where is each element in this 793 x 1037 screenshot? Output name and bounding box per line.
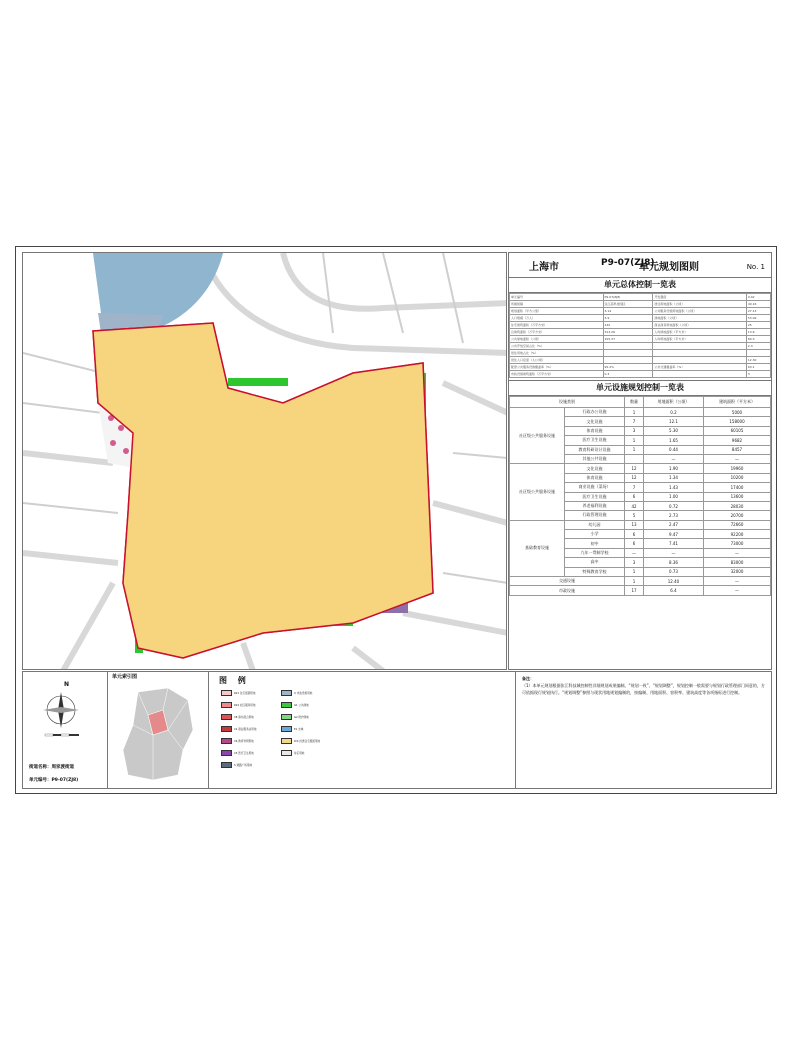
facility-cell: 行政办公设施 [565,408,625,417]
facility-cell: 60105 [704,426,771,435]
facility-cell: — [704,548,771,557]
facility-cell: 1.90 [643,464,703,473]
overview-cell: 配套公共服务设施覆盖率（%） [510,364,604,371]
sheet-number: No. 1 [746,263,765,271]
overview-cell: 市政设施建筑面积（万平方米） [510,371,604,378]
legend-label: C8 商办混合用地 [234,716,254,719]
overview-cell: 25 [746,322,770,329]
legend-label: G1 公共绿地 [294,704,309,707]
facility-cell: 9.47 [643,530,703,539]
facility-table-title: 单元设施规划控制一览表 [509,380,771,396]
legend-swatch [281,750,292,756]
facility-cell: 1.65 [643,436,703,445]
legend-item [281,690,312,696]
legend-swatch [281,702,292,708]
overview-cell: 95.2% [603,364,653,371]
notes-title: 备注： [522,676,534,681]
facility-cell: 8457 [704,445,771,454]
overview-row [510,294,771,301]
overview-cell: 公共绿地面积（公顷） [510,336,604,343]
facility-cell: 商业设施（菜场） [565,483,625,492]
facility-cell: 1.43 [643,483,703,492]
facility-cell: 幼儿园 [565,520,625,529]
facility-cell: 1.00 [643,492,703,501]
legend-label: 待定用地 [294,752,305,755]
overview-row [510,322,771,329]
facility-cell: 1 [625,567,644,576]
overview-cell: 绿地面积（公顷） [653,315,747,322]
index-map-title: 单元索引图 [112,674,138,680]
legend-swatch [221,762,232,768]
legend-item [221,726,256,732]
facility-cell: 83000 [704,558,771,567]
overview-cell [746,350,770,357]
col-area: 用地面积（公顷） [643,397,703,408]
facility-cell: 九年一贯制学校 [565,548,625,557]
overview-cell [603,357,653,364]
facility-cell: 5.30 [643,426,703,435]
north-label: N [64,681,70,688]
facility-cell: 0.44 [643,445,703,454]
legend-label: R22 社区服务用地 [234,704,256,707]
facility-row [510,577,771,586]
legend-label: C5 医疗卫生用地 [234,752,254,755]
legend-swatch [221,690,232,696]
facility-group-name: 社区级公共服务设施 [510,464,565,520]
legend-item [281,738,320,744]
legend-item [281,726,303,732]
overview-cell: 居住用地占比（%） [510,350,604,357]
facility-cell: 7 [625,417,644,426]
overview-cell: 总建筑面积（万平方米） [510,329,604,336]
facility-cell: 文化设施 [565,464,625,473]
overview-cell: 3.9 [603,315,653,322]
facility-cell: 交通设施 [510,577,625,586]
facility-cell: 养老福利设施 [565,501,625,510]
facility-cell: 小学 [565,530,625,539]
facility-cell: 6 [625,539,644,548]
facility-cell: 2.47 [643,520,703,529]
facility-cell: 1 [625,445,644,454]
overview-cell: 27.13 [746,308,770,315]
legend-swatch [221,714,232,720]
facility-cell: 6 [625,492,644,501]
legend-swatch [281,690,292,696]
facility-cell: 20700 [704,511,771,520]
facility-cell: 体育设施 [565,473,625,482]
facility-cell: 9682 [704,436,771,445]
facility-cell: 特殊教育学校 [565,567,625,576]
overview-cell: 105.37 [603,336,653,343]
overview-cell: 人均绿地面积（平方米） [653,329,747,336]
overview-cell: 人口规模（万人） [510,315,604,322]
overview-cell: 公共交通覆盖率（%） [653,364,747,371]
legend-item [281,702,309,708]
city-name: 上海市 [529,262,559,273]
legend-title: 图 例 [219,676,250,685]
facility-cell: 0.72 [643,501,703,510]
facility-cell: — [704,577,771,586]
facility-cell: 1 [625,436,644,445]
legend-label: U 市政设施用地 [294,692,313,695]
legend-swatch [281,738,292,744]
facility-cell: 28030 [704,501,771,510]
overview-cell: 2.3 [746,343,770,350]
facility-cell: — [625,548,644,557]
col-floor-area: 建筑面积（平方米） [704,397,771,408]
legend-swatch [221,702,232,708]
facility-table [509,396,771,596]
overview-cell: 居住用地面积（公顷） [653,301,747,308]
facility-cell: 0.2 [643,408,703,417]
sheet-name: 单元规划图则 [639,262,699,273]
overview-row [510,371,771,378]
facility-cell: 6 [625,530,644,539]
facility-cell: 1 [625,577,644,586]
overview-cell: . [653,343,747,350]
facility-cell: 体育设施 [565,426,625,435]
facility-cell: 17 [625,586,644,595]
legend-swatch [281,726,292,732]
compass-scale [23,672,98,790]
overview-cell [603,343,653,350]
control-panel [508,252,772,670]
facility-cell: 12 [625,473,644,482]
unit-number-label: 单元编号：P9-07(ZJ8) [29,778,79,783]
facility-cell: 72660 [704,520,771,529]
overview-cell: 140 [603,322,653,329]
legend-swatch [221,750,232,756]
facility-cell: 10200 [704,473,771,482]
overview-cell: 12.30 [746,357,770,364]
overview-cell: 所属街镇 [510,301,604,308]
overview-cell: 居住人口密度（人/公顷） [510,357,604,364]
overview-cell: 313.26 [603,329,653,336]
overview-cell: 公共服务设施用地面积（公顷） [653,308,747,315]
facility-row [510,464,771,473]
facility-cell: 158000 [704,417,771,426]
facility-cell: 医疗卫生设施 [565,492,625,501]
overview-cell: 80.3 [746,336,770,343]
facility-cell: — [643,548,703,557]
facility-cell: 初中 [565,539,625,548]
facility-row [510,586,771,595]
overview-row [510,364,771,371]
facility-cell: 3 [625,558,644,567]
facility-cell: 教育科研设计设施 [565,445,625,454]
facility-cell: 42 [625,501,644,510]
overview-cell: 规划面积（平方公里） [510,308,604,315]
street-name: 街道名称：周家渡街道 [29,765,74,770]
facility-cell: 19960 [704,464,771,473]
facility-cell: 2.73 [643,511,703,520]
facility-cell: 1.34 [643,473,703,482]
facility-group-name: 社区级公共服务设施 [510,408,565,464]
map-canvas [23,253,507,670]
overview-cell: 张江高科技园区 [603,301,653,308]
overview-cell: 49.16 [746,301,770,308]
col-count: 数量 [625,397,644,408]
overview-cell: P9-07(ZJ8) [603,294,653,301]
facility-row [510,408,771,417]
overview-cell [653,371,747,378]
facility-cell: 32000 [704,567,771,576]
title-bar [509,253,771,278]
overview-cell: 0.3 [603,371,653,378]
legend-label: G2 防护绿地 [294,716,309,719]
overview-cell: 3 [746,371,770,378]
facility-cell: 12.1 [643,417,703,426]
facility-cell: 其他公共设施 [565,454,625,463]
overview-row [510,308,771,315]
overview-row [510,336,771,343]
land-use-map[interactable] [22,252,507,670]
legend-swatch [281,714,292,720]
legend-item [221,702,256,708]
facility-cell: 行政管理设施 [565,511,625,520]
facility-cell: 7 [625,483,644,492]
overview-cell: 3.14 [603,308,653,315]
overview-cell: 单元编号 [510,294,604,301]
facility-row [510,520,771,529]
legend-item [281,750,304,756]
plan-sheet [15,246,777,794]
facility-cell: 高中 [565,558,625,567]
facility-cell: — [704,586,771,595]
overview-table-title: 单元总体控制一览表 [509,278,771,293]
overview-cell: 人均用地面积（平方米） [653,336,747,343]
facility-cell: 5 [625,511,644,520]
facility-cell: 12.40 [643,577,703,586]
overview-cell [653,357,747,364]
facility-cell: 8.36 [643,558,703,567]
legend-swatch [221,738,232,744]
legend-label: C6 教育科研用地 [234,740,254,743]
bottom-strip [22,671,772,789]
facility-cell: 73000 [704,539,771,548]
legend-label: Rr4 四类住宅组团用地 [294,740,321,743]
overview-cell: 开发强度 [653,294,747,301]
legend-label: C2 商业服务业用地 [234,728,257,731]
facility-cell: 0.73 [643,567,703,576]
overview-cell: 公共开放空间占比（%） [510,343,604,350]
facility-cell: 7.41 [643,539,703,548]
facility-cell: 17400 [704,483,771,492]
facility-cell [625,454,644,463]
facility-cell: — [643,454,703,463]
facility-cell: 92200 [704,530,771,539]
overview-cell: 0.42 [746,294,770,301]
overview-cell: 商业商务用地面积（公顷） [653,322,747,329]
overview-cell: 63.1 [746,364,770,371]
legend-item [221,738,254,744]
legend-swatch [221,726,232,732]
facility-cell: 文化设施 [565,417,625,426]
legend-item [281,714,309,720]
overview-row [510,357,771,364]
facility-cell: 6.4 [643,586,703,595]
facility-cell: 5000 [704,408,771,417]
notes [515,672,771,788]
legend-item [221,690,256,696]
facility-cell: 13 [625,520,644,529]
legend-label: R21 住宅组团用地 [234,692,256,695]
overview-cell: 13.6 [746,329,770,336]
overview-cell: 53.09 [746,315,770,322]
overview-cell [653,350,747,357]
facility-cell: 12 [625,464,644,473]
facility-cell: 13600 [704,492,771,501]
overview-row [510,343,771,350]
overview-cell: 住宅建筑面积（万平方米） [510,322,604,329]
overview-table [509,293,771,378]
col-category: 设施类别 [510,397,625,408]
facility-cell: 市政设施 [510,586,625,595]
facility-cell: 1 [625,408,644,417]
overview-row [510,350,771,357]
legend-item [221,714,254,720]
notes-text: （1）本单元规划根据张江科技城控制性详细规划成果编制。“规划一致”、“规划调整”，规划控制一般需要与规划行政管理部门同意的，方可依据现行规划执行。“规划调整”参照与现状用地规划编制的，按编制、用地面积、容积率、建筑高度等各项指标进行控制。 [522,683,765,695]
legend-label: E1 水域 [294,728,304,731]
facility-cell: — [704,454,771,463]
overview-row [510,301,771,308]
facility-cell: 医疗卫生设施 [565,436,625,445]
legend-label: S 道路广场用地 [234,764,253,767]
overview-row [510,329,771,336]
legend-item [221,750,254,756]
overview-row [510,315,771,322]
unit-code: P9-07(ZJ8) [601,258,655,268]
index-map [107,672,209,788]
overview-cell [603,350,653,357]
facility-group-name: 基础教育设施 [510,520,565,576]
facility-cell: 3 [625,426,644,435]
legend-item [221,762,252,768]
